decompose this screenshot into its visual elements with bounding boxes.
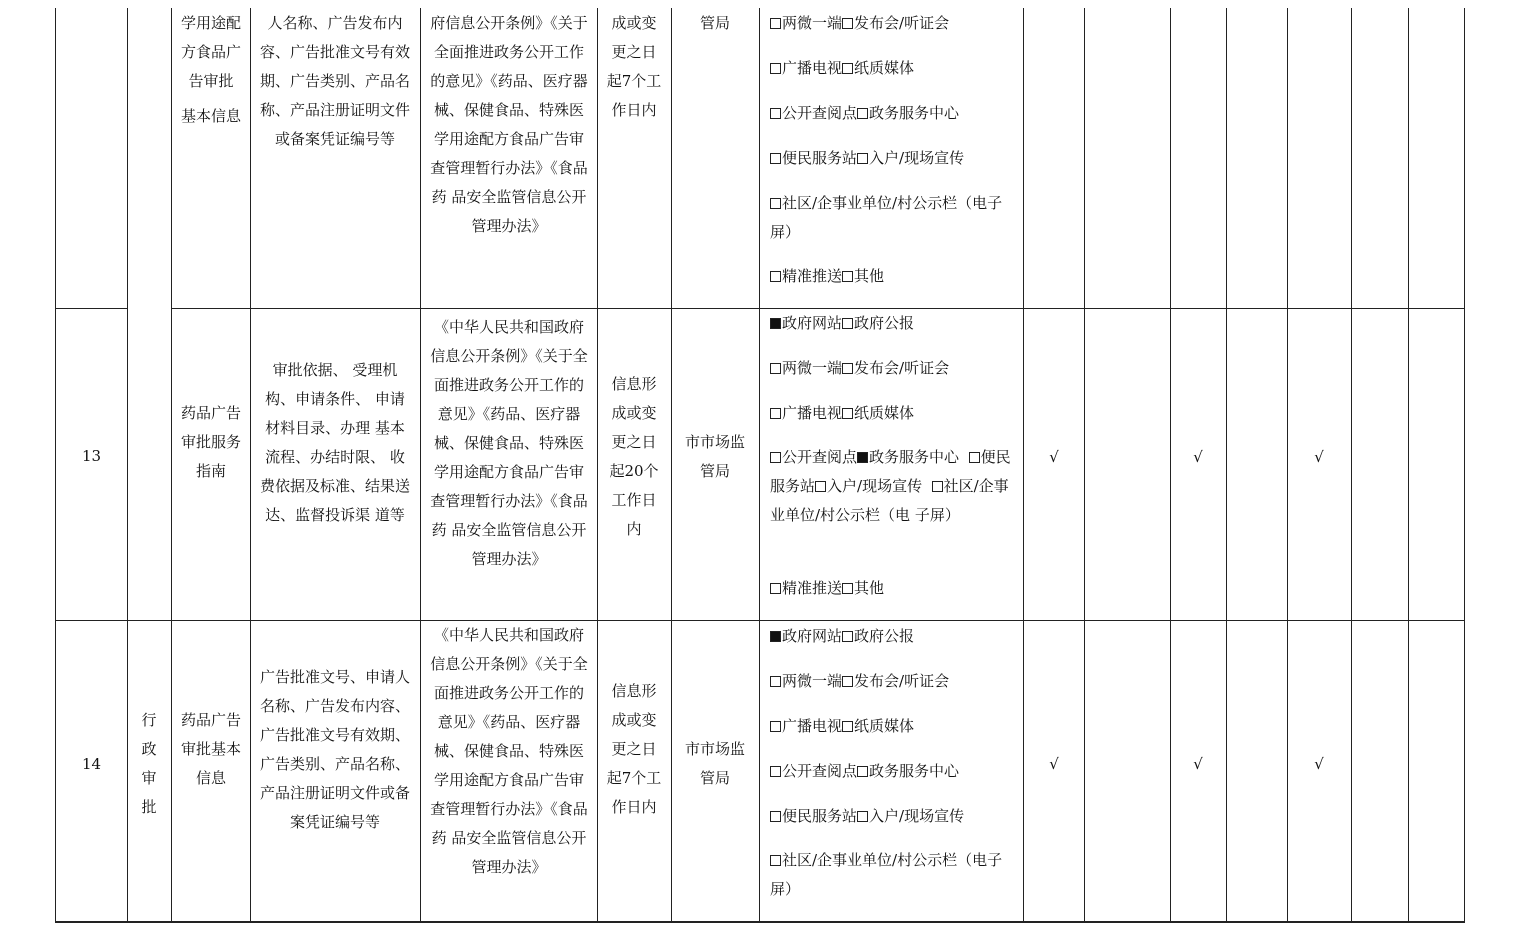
channel-label: 政务服务中心 xyxy=(869,448,960,466)
channel-label: 两微一端 xyxy=(782,14,843,32)
col-line xyxy=(1170,8,1171,923)
channel-label: 两微一端 xyxy=(782,672,843,690)
row-13-timeframe: 信息形成或变更之日起20个工作日内 xyxy=(609,375,659,538)
checkbox-icon xyxy=(842,271,853,282)
row-top-content: 人名称、广告发布内容、广告批准文号有效期、广告类别、产品名称、产品注册证明文件或备案凭证编号等 xyxy=(259,14,410,148)
col-line xyxy=(127,8,128,923)
checkbox-icon xyxy=(770,108,781,119)
row-top-agency: 管局 xyxy=(699,14,730,32)
checkbox-icon xyxy=(770,583,781,594)
row-14-check-mark: √ xyxy=(1193,755,1203,773)
channel-label: 广播电视 xyxy=(782,59,843,77)
row-top-basis: 府信息公开条例》《关于全面推进政务公开工作的意见》《药品、医疗器械、保健食品、特殊医学用途配方食品广告审查管理暂行办法》《食品药 品安全监管信息公开管理办法》 xyxy=(430,14,588,235)
row-14-check-mark: √ xyxy=(1049,755,1059,773)
channel-label: 纸质媒体 xyxy=(854,59,915,77)
row-13-check-mark: √ xyxy=(1314,448,1324,466)
col-line xyxy=(671,8,672,923)
checkbox-icon xyxy=(770,811,781,822)
row-top-channel-line xyxy=(770,262,884,291)
checkbox-icon xyxy=(770,766,781,777)
checkbox-icon xyxy=(770,855,781,866)
checkbox-icon xyxy=(770,452,781,463)
col-line xyxy=(171,8,172,923)
channel-label: 便民服务站 xyxy=(782,149,858,167)
checkbox-icon xyxy=(842,63,853,74)
row-13-item: 药品广告审批服务指南 xyxy=(180,404,241,480)
row-14-check-mark: √ xyxy=(1314,755,1324,773)
channel-label: 其他 xyxy=(854,579,885,597)
channel-label: 政府公报 xyxy=(854,314,915,332)
row-14-channel-line xyxy=(770,712,914,741)
col-line xyxy=(1351,8,1352,923)
channel-label: 政务服务中心 xyxy=(869,104,960,122)
row-line xyxy=(55,620,1465,621)
row-13-check-mark: √ xyxy=(1049,448,1059,466)
col-line xyxy=(1464,8,1465,923)
channel-label: 公开查阅点 xyxy=(782,762,858,780)
checkbox-icon xyxy=(932,481,943,492)
col-line xyxy=(597,8,598,923)
row-13-channel-line xyxy=(770,574,884,603)
row-13-basis: 《中华人民共和国政府信息公开条例》《关于全面推进政务公开工作的意见》《药品、医疗器械、保健食品、特殊医学用途配方食品广告审查管理暂行办法》《食品药 品安全监管信息公开管理办法》 xyxy=(430,318,588,568)
row-14-number: 14 xyxy=(81,755,102,773)
row-14-content: 广告批准文号、申请人名称、广告发布内容、广告批准文号有效期、广告类别、产品名称、产品注册证明文件或备案凭证编号等 xyxy=(259,668,410,831)
checkbox-icon xyxy=(770,721,781,732)
checkbox-icon xyxy=(842,318,853,329)
channel-label: 入户/现场宣传 xyxy=(869,149,965,167)
row-14-channel-line xyxy=(770,757,959,786)
row-top-timeframe: 成或变更之日起7个工作日内 xyxy=(606,14,662,119)
channel-label: 入户/现场宣传 xyxy=(827,477,923,495)
row-14-channel-line xyxy=(770,667,949,696)
col-line xyxy=(1408,8,1409,923)
checkbox-icon xyxy=(857,153,868,164)
row-14-category: 行政审批 xyxy=(141,711,157,816)
channel-label: 广播电视 xyxy=(782,717,843,735)
row-14-agency: 市市场监管局 xyxy=(684,740,745,787)
col-line xyxy=(1287,8,1288,923)
row-14-channel-line xyxy=(770,846,1015,904)
row-13-channel-line xyxy=(770,309,914,338)
col-line xyxy=(1226,8,1227,923)
row-14-item: 药品广告审批基本信息 xyxy=(180,711,241,787)
channel-label: 两微一端 xyxy=(782,359,843,377)
checkbox-icon xyxy=(857,811,868,822)
row-line xyxy=(55,308,127,309)
row-top-channel-line xyxy=(770,189,1015,247)
checkbox-checked-icon xyxy=(857,452,868,463)
checkbox-icon xyxy=(969,452,980,463)
row-13-check-mark: √ xyxy=(1193,448,1203,466)
checkbox-icon xyxy=(770,363,781,374)
table-bottom-line xyxy=(55,921,1465,923)
checkbox-icon xyxy=(770,408,781,419)
channel-label: 公开查阅点 xyxy=(782,104,858,122)
channel-label: 纸质媒体 xyxy=(854,717,915,735)
channel-label: 其他 xyxy=(854,267,885,285)
channel-label: 社区/企事业单位/村公示栏（电 子屏） xyxy=(770,477,1009,524)
channel-label: 政府网站 xyxy=(782,314,843,332)
row-13-channel-line xyxy=(770,399,914,428)
row-top-channel-line xyxy=(770,144,964,173)
col-line xyxy=(1084,8,1085,923)
row-top-category-text: 学用途配方食品广告审批 xyxy=(180,14,241,90)
checkbox-checked-icon xyxy=(770,318,781,329)
channel-label: 广播电视 xyxy=(782,404,843,422)
channel-label: 入户/现场宣传 xyxy=(869,807,965,825)
checkbox-icon xyxy=(815,481,826,492)
channel-label: 政府公报 xyxy=(854,627,915,645)
col-line xyxy=(420,8,421,923)
col-line xyxy=(1023,8,1024,923)
channel-label: 社区/企事业单位/村公示栏（电子屏） xyxy=(770,851,1003,898)
row-top-category-extra: 基本信息 xyxy=(180,107,241,125)
row-top-channel-line xyxy=(770,54,914,83)
row-top-channel-line xyxy=(770,9,949,38)
row-14-channel-line xyxy=(770,802,964,831)
checkbox-icon xyxy=(770,198,781,209)
row-top-channel-line xyxy=(770,99,959,128)
checkbox-icon xyxy=(770,18,781,29)
channel-label: 便民服务站 xyxy=(782,807,858,825)
row-13-number: 13 xyxy=(81,447,102,465)
checkbox-icon xyxy=(842,631,853,642)
checkbox-icon xyxy=(857,766,868,777)
row-14-basis: 《中华人民共和国政府信息公开条例》《关于全面推进政务公开工作的意见》《药品、医疗器械、保健食品、特殊医学用途配方食品广告审查管理暂行办法》《食品药 品安全监管信息公开管理办法》 xyxy=(430,626,588,876)
channel-label: 社区/企事业单位/村公示栏（电子屏） xyxy=(770,194,1003,241)
row-13-channel-para xyxy=(770,443,1018,530)
row-13-channel-line xyxy=(770,354,949,383)
col-line xyxy=(250,8,251,923)
checkbox-icon xyxy=(770,153,781,164)
checkbox-icon xyxy=(842,18,853,29)
checkbox-icon xyxy=(770,63,781,74)
row-14-timeframe: 信息形成或变更之日起7个工作日内 xyxy=(606,682,662,816)
checkbox-icon xyxy=(770,271,781,282)
channel-label: 便民服务站 xyxy=(770,448,1011,495)
channel-label: 精准推送 xyxy=(782,267,843,285)
channel-label: 精准推送 xyxy=(782,579,843,597)
col-line xyxy=(759,8,760,923)
channel-label: 政务服务中心 xyxy=(869,762,960,780)
channel-label: 公开查阅点 xyxy=(782,448,858,466)
checkbox-icon xyxy=(857,108,868,119)
checkbox-icon xyxy=(842,583,853,594)
checkbox-icon xyxy=(842,721,853,732)
row-13-content: 审批依据、 受理机构、申请条件、 申请材料目录、办理 基本流程、办结时限、 收费依据及标准、结果送达、监督投诉渠 道等 xyxy=(259,361,410,524)
row-13-agency: 市市场监管局 xyxy=(684,433,745,480)
checkbox-icon xyxy=(770,676,781,687)
row-14-channel-line xyxy=(770,622,914,651)
checkbox-icon xyxy=(842,363,853,374)
channel-label: 发布会/听证会 xyxy=(854,359,950,377)
row-top-category xyxy=(180,9,242,131)
channel-label: 政府网站 xyxy=(782,627,843,645)
channel-label: 发布会/听证会 xyxy=(854,14,950,32)
checkbox-checked-icon xyxy=(770,631,781,642)
checkbox-icon xyxy=(842,408,853,419)
channel-label: 纸质媒体 xyxy=(854,404,915,422)
checkbox-icon xyxy=(842,676,853,687)
channel-label: 发布会/听证会 xyxy=(854,672,950,690)
